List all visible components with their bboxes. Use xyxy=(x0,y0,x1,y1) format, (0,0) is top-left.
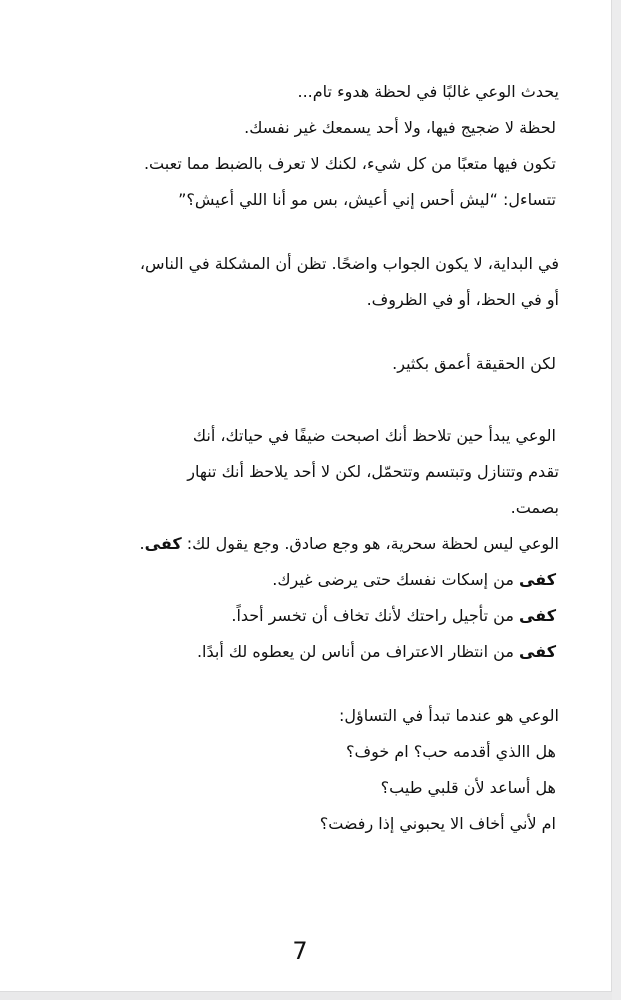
text-line: تقدم وتتنازل وتبتسم وتتحمّل، لكن لا أحد يلاحظ أنك تنهار xyxy=(187,462,559,481)
text-line: يحدث الوعي غالبًا في لحظة هدوء تام... xyxy=(297,82,559,101)
kafa-bold: كفى xyxy=(518,642,556,661)
scrollbar[interactable] xyxy=(612,0,621,1000)
text-line xyxy=(39,526,559,562)
text-line: ام لأني أخاف الا يحبوني إذا رفضت؟ xyxy=(319,814,556,833)
text-span: . xyxy=(139,534,145,553)
text-line xyxy=(39,598,559,634)
text-span: من إسكات نفسك حتى يرضى غيرك. xyxy=(272,570,519,589)
text-line: هل أساعد لأن قلبي طيب؟ xyxy=(380,778,556,797)
paragraph-gap xyxy=(39,218,559,246)
text-line: الوعي هو عندما تبدأ في التساؤل: xyxy=(339,706,559,725)
text-line: تتساءل: “ليش أحس إني أعيش، بس مو أنا اللي أعيش؟” xyxy=(178,190,556,209)
paragraph-gap xyxy=(39,318,559,346)
page-body-text xyxy=(39,74,559,842)
kafa-bold: كفى xyxy=(518,570,556,589)
paragraph-gap xyxy=(39,382,559,418)
text-line xyxy=(39,634,559,670)
text-line: أو في الحظ، أو في الظروف. xyxy=(366,290,559,309)
kafa-bold: كفى xyxy=(518,606,556,625)
text-line xyxy=(39,562,559,598)
text-span: الوعي ليس لحظة سحرية، هو وجع صادق. وجع يقول لك: xyxy=(181,534,559,553)
kafa-bold: كفى xyxy=(144,534,182,553)
page-number: 7 xyxy=(292,937,308,965)
text-line: هل االذي أقدمه حب؟ ام خوف؟ xyxy=(346,742,556,761)
text-line: بصمت. xyxy=(510,498,559,517)
text-span: من انتظار الاعتراف من أناس لن يعطوه لك أبدًا. xyxy=(196,642,519,661)
text-line: لكن الحقيقة أعمق بكثير. xyxy=(392,354,556,373)
text-line: في البداية، لا يكون الجواب واضحًا. تظن أن المشكلة في الناس، xyxy=(139,254,559,273)
paragraph-gap xyxy=(39,670,559,698)
text-line: الوعي يبدأ حين تلاحظ أنك اصبحت ضيفًا في حياتك، أنك xyxy=(192,426,556,445)
text-span: من تأجيل راحتك لأنك تخاف أن تخسر أحداً. xyxy=(231,606,519,625)
text-line: لحظة لا ضجيج فيها، ولا أحد يسمعك غير نفسك. xyxy=(244,118,556,137)
text-line: تكون فيها متعبًا من كل شيء، لكنك لا تعرف بالضبط مما تعبت. xyxy=(143,154,556,173)
